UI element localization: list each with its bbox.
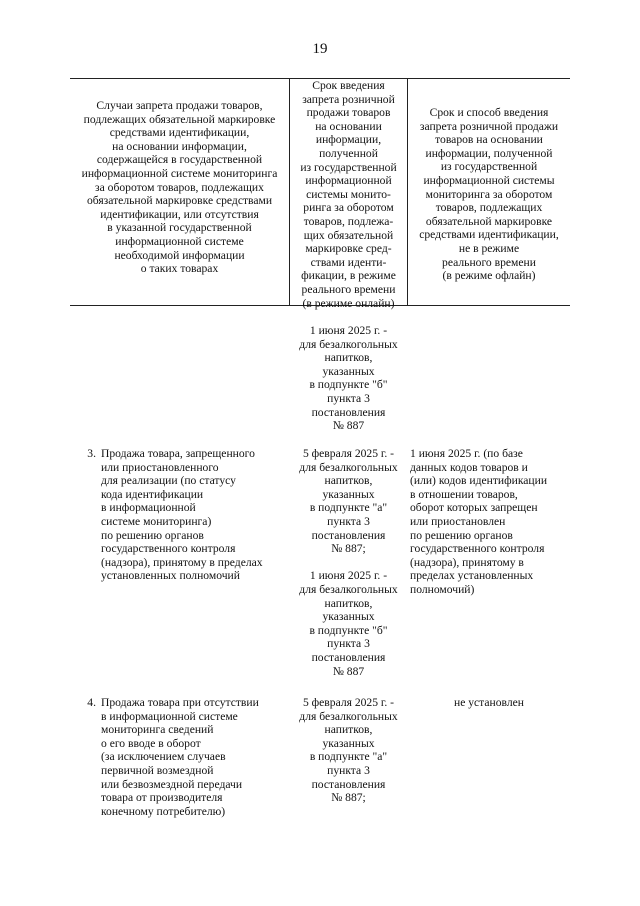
row-online-deadline: 5 февраля 2025 г. - для безалкогольных напитков, указанных в подпункте "а" пункта 3 постановления № 887; 1 июня 2025 г. - для безалкогольных напитков, указанных в подпункте "б" пункта 3 постановления № 887 bbox=[299, 447, 398, 678]
row-number: 3. bbox=[87, 447, 96, 460]
row-online-deadline: 5 февраля 2025 г. - для безалкогольных напитков, указанных в подпункте "а" пункта 3 постановления № 887; bbox=[299, 696, 398, 805]
header-col-offline-deadline: Срок и способ введения запрета розничной продажи товаров на основании информации, полученной из государственной информационной системы мониторинга за оборотом товаров, подлежащих обязательной маркировке средствами идентификации, не в режиме реального времени (в режиме офлайн) bbox=[419, 106, 559, 283]
row-ban-case: Продажа товара при отсутствии в информационной системе мониторинга сведений о его вводе в оборот (за исключением случаев первичной возмездной или безвозмездной передачи товара от производителя конечному потребителю) bbox=[101, 696, 259, 818]
continuation-online-deadline: 1 июня 2025 г. - для безалкогольных напитков, указанных в подпункте "б" пункта 3 постановления № 887 bbox=[299, 324, 398, 433]
header-col-online-deadline: Срок введения запрета розничной продажи товаров на основании информации, полученной из государственной информационной системы монито- ринга за оборотом товаров, подлежа- щих обязательной маркировке сред- ствами иденти- фикации, в режиме реального времени (в режиме онлайн) bbox=[300, 79, 397, 310]
page-number: 19 bbox=[312, 41, 328, 57]
row-number: 4. bbox=[87, 696, 96, 709]
row-ban-case: Продажа товара, запрещенного или приостановленного для реализации (по статусу кода идентификации в информационной системе мониторинга) по решению органов государственного контроля (надзора), принятому в пределах установленных полномочий bbox=[101, 447, 263, 583]
header-col-ban-cases: Случаи запрета продажи товаров, подлежащих обязательной маркировке средствами идентификации, на основании информации, содержащейся в государственной информационной системе мониторинга за оборотом товаров, подлежащих обязательной маркировке средствами идентификации, или отсутствия в указанной государственной информационной системе необходимой информации о таких товарах bbox=[81, 99, 278, 276]
row-offline-deadline: не установлен bbox=[453, 696, 524, 709]
row-offline-deadline: 1 июня 2025 г. (по базе данных кодов товаров и (или) кодов идентификации в отношении товаров, оборот которых запрещен или приостановлен по решению органов государственного контроля (надзора), принятому в пределах установленных полномочий) bbox=[410, 447, 548, 596]
